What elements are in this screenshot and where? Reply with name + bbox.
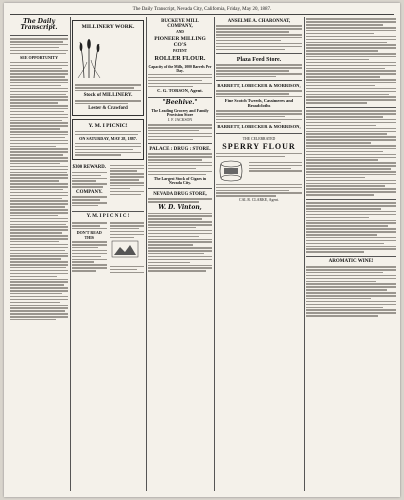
nevada-drug-store: NEVADA DRUG STORE, (153, 192, 207, 197)
column-rule (214, 17, 215, 491)
jackson-proprietor: J. F. JACKSON (167, 118, 193, 123)
and-text: AND (176, 30, 184, 35)
masthead: The Daily Transcript, Nevada City, California, Friday, May 20, 1887. (10, 6, 394, 15)
reward-row (72, 163, 144, 208)
barrett-heading: BARRETT, LOBECKER & MORRISON, (217, 82, 301, 88)
column-1-text (10, 38, 68, 54)
buckeye-mill: BUCKEYE MILL COMPANY, (161, 19, 199, 30)
sperry-flour-heading: SPERRY FLOUR (222, 142, 296, 152)
column-4 (216, 17, 302, 491)
cattail-illustration (75, 32, 103, 78)
column-3 (148, 17, 212, 491)
newspaper-page (4, 3, 400, 497)
opportunity-heading: SEE OPPORTUNITY (20, 55, 58, 61)
celebrated-text: THE CELEBRATED (242, 136, 276, 141)
plaza-feed-store: Plaza Feed Store. (236, 56, 282, 63)
dont-read-heading: DON'T READ THIS (76, 230, 102, 240)
engraving-illustration (110, 239, 140, 259)
leading-grocery: The Leading Grocery and Family Provision Store (151, 107, 209, 117)
flour-barrel-illustration (216, 160, 246, 182)
anselme-heading: ANSELME A. CHARONNAT, (227, 19, 291, 24)
column-2 (72, 17, 144, 491)
patent-text: PATENT (172, 49, 188, 54)
column-rule (304, 17, 305, 491)
paper-title: The Daily Transcript. (20, 18, 58, 32)
clarke-agent: CAL R. CLARKE, Agent. (239, 198, 279, 203)
company-heading: COMPANY. (75, 189, 103, 195)
lester-crawford: Lester & Crawford (88, 106, 128, 112)
millinery-heading: MILLINERY WORK. (81, 24, 135, 30)
reward-heading: $300 REWARD. (72, 165, 106, 171)
beehive-heading: "Beehive." (162, 99, 198, 107)
column-rule (70, 17, 71, 491)
column-rule (146, 17, 147, 491)
palace-drug-store: PALACE : DRUG : STORE. (149, 146, 211, 152)
largest-stock: The Largest Stock of Cigars in Nevada City. (153, 176, 207, 186)
sperry-row (216, 160, 302, 182)
picnic-heading: Y. M. I PICNIC! (88, 122, 128, 129)
capacity-text: Capacity of the Mills, 1000 Barrels Per Day. (148, 64, 212, 73)
torson-agent: C. G. TORSON, Agent. (157, 88, 203, 94)
column-1-body (10, 62, 68, 321)
aromatic-wine: AROMATIC WINE! (328, 259, 374, 265)
lower-row (72, 221, 144, 275)
stock-heading: Stock of MILLINERY. (83, 93, 133, 99)
picnic2-heading: Y. M. I P I C N I C ! (86, 214, 130, 220)
millinery-ad (72, 20, 144, 116)
vinton-heading: W. D. Vinton, (158, 203, 202, 211)
roller-flour: ROLLER FLOUR. (154, 55, 206, 63)
column-1 (10, 17, 68, 491)
fine-scotch-heading: Fine Scotch Tweeds, Cassimeres and Broadcloths (224, 98, 294, 109)
barrett-heading-2: BARRETT, LOBECKER & MORRISON, (217, 124, 301, 130)
picnic-date: ON SATURDAY, MAY 28, 1887. (79, 136, 137, 142)
pioneer-milling: PIONEER MILLING CO'S (154, 35, 206, 48)
column-5 (306, 17, 396, 491)
picnic-ad (72, 119, 144, 161)
